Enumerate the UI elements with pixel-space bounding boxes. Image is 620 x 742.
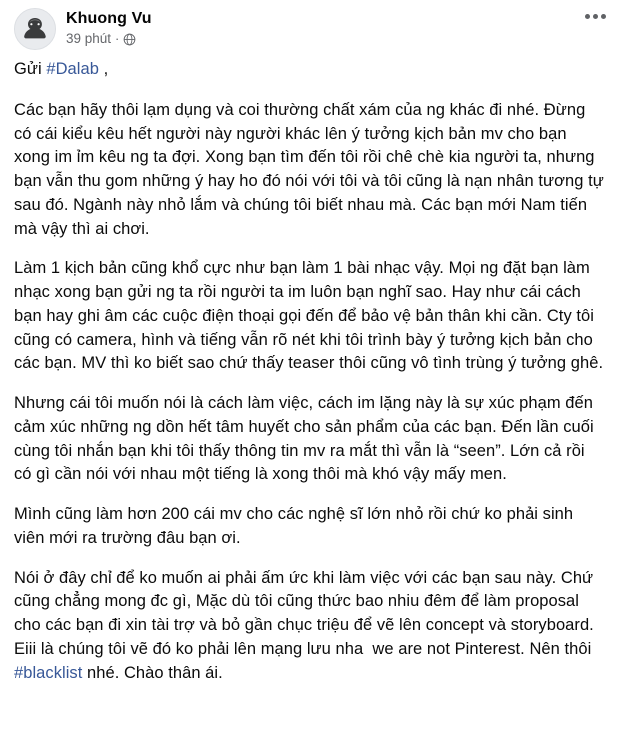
post-header <box>0 0 620 54</box>
post-paragraph: Nhưng cái tôi muốn nói là cách làm việc, cách im lặng này là sự xúc phạm đến cảm xúc những ng dồn hết tâm huyết cho sản phẩm của các bạn. Đến lần cuối cùng tôi nhắn bạn khi tôi thấy thông tin mv ra mắt thì vẫn là “seen”. Lớn cả rồi có gì cần nói với nhau một tiếng là xong thôi mà khó vậy mấy men. <box>14 394 599 484</box>
globe-icon[interactable] <box>123 33 136 46</box>
post-paragraph: Làm 1 kịch bản cũng khổ cực như bạn làm 1 bài nhạc vậy. Mọi ng đặt bạn làm nhạc xong bạn gửi ng ta rồi người ta im luôn bạn nghĩ sao. Hay như cái cách bạn hay ghi âm các cuộc điện thoại gọi đến để bảo vệ bản thân khi cần. Cty tôi cũng có camera, hình và tiếng vẫn rõ nét khi tôi trình bày ý tưởng kịch bản cho các bạn. MV thì ko biết sao chứ thấy teaser thôi cũng vô tình trùng ý tưởng ghê. <box>14 259 604 373</box>
post-paragraph: Mình cũng làm hơn 200 cái mv cho các nghệ sĩ lớn nhỏ rồi chứ ko phải sinh viên mới ra trường đâu bạn ơi. <box>14 505 578 547</box>
post-paragraph: Các bạn hãy thôi lạm dụng và coi thường chất xám của ng khác đi nhé. Đừng có cái kiểu kêu hết người này người khác lên ý tưởng kịch bản mv cho bạn xong im ỉm kêu ng ta đợi. Xong bạn tìm đến tôi rồi chê chè kia người ta, nhưng bạn vẫn thu gom những ý hay ho đó nói với tôi và tôi cũng là nạn nhân tương tự sau đó. Ngành này nhỏ lắm và chúng tôi biết nhau mà. Các bạn mới Nam tiến mà vậy thì ai chơi. <box>14 100 609 238</box>
post-meta <box>66 31 152 47</box>
author-name[interactable]: Khuong Vu <box>66 10 152 27</box>
post-paragraph: Nói ở đây chỉ để ko muốn ai phải ấm ức khi làm việc với các bạn sau này. Chứ cũng chẳng mong đc gì, Mặc dù tôi cũng thức bao nhiu đêm để làm proposal cho các bạn đi xin tài trợ và bỏ gần chục triệu để vẽ lên concept và storyboard. Eiii là chúng tôi vẽ đó ko phải lên mạng lưu nha we are not Pinterest. Nên thôi #blacklist nhé. Chào thân ái. <box>14 568 599 682</box>
post-body <box>0 54 620 695</box>
post-paragraph: Gửi #Dalab , <box>14 60 109 78</box>
hashtag-link[interactable]: #Dalab <box>46 60 99 78</box>
post-timestamp[interactable]: 39 phút <box>66 31 112 46</box>
avatar[interactable] <box>14 8 56 50</box>
more-options-icon[interactable] <box>585 14 606 19</box>
post-header-text <box>66 8 152 47</box>
hashtag-link[interactable]: #blacklist <box>14 663 83 682</box>
meta-separator: · <box>115 31 120 46</box>
